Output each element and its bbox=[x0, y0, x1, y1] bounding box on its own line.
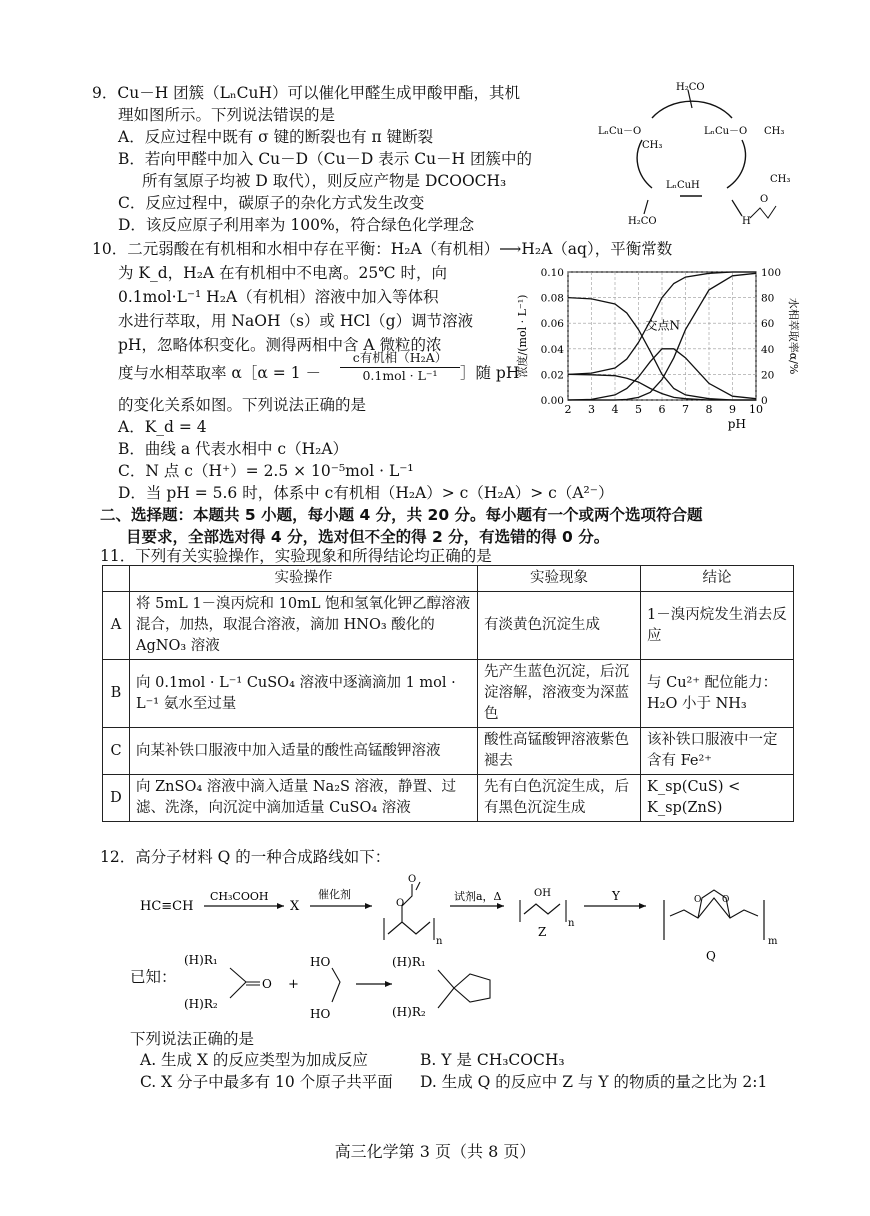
q12-option-a: A. 生成 X 的反应类型为加成反应 bbox=[140, 1051, 368, 1069]
chart-y-label-right: 水相萃取率α/% bbox=[787, 297, 800, 375]
q10-stem-6b: ］随 pH bbox=[460, 364, 520, 382]
fraction-numerator: c有机相（H₂A） bbox=[340, 350, 460, 368]
known-r2-product: (H)R₂ bbox=[392, 1005, 426, 1019]
row-conclusion: 与 Cu²⁺ 配位能力：H₂O 小于 NH₃ bbox=[641, 660, 794, 728]
q10-stem-2: 为 K_d，H₂A 在有机相中不电离。25℃ 时，向 bbox=[118, 264, 448, 282]
cycle-h2co-bottom: H₂CO bbox=[628, 216, 657, 227]
cycle-h2co-top: H₂CO bbox=[676, 82, 705, 93]
table-row bbox=[103, 728, 794, 775]
table-row bbox=[103, 775, 794, 822]
route-start: HC≡CH bbox=[140, 899, 194, 914]
svg-text:O: O bbox=[694, 895, 702, 905]
svg-text:n: n bbox=[568, 918, 575, 929]
chart-x-tick-label: 2 bbox=[564, 403, 572, 416]
chart-y-tick-label-left: 0.00 bbox=[540, 395, 564, 407]
route-reagent-2: 催化剂 bbox=[318, 888, 351, 901]
row-conclusion: 该补铁口服液中一定含有 Fe²⁺ bbox=[641, 728, 794, 775]
table-row bbox=[103, 592, 794, 660]
row-option: B bbox=[103, 660, 130, 728]
known-plus: + bbox=[288, 977, 299, 992]
known-r1-product: (H)R₁ bbox=[392, 955, 426, 969]
route-x: X bbox=[290, 899, 300, 914]
known-r1: (H)R₁ bbox=[184, 953, 218, 967]
svg-text:O: O bbox=[262, 977, 272, 991]
q9-option-a: A．反应过程中既有 σ 键的断裂也有 π 键断裂 bbox=[118, 128, 434, 146]
route-oh: OH bbox=[534, 888, 551, 899]
q12-option-d: D. 生成 Q 的反应中 Z 与 Y 的物质的量之比为 2:1 bbox=[420, 1073, 768, 1091]
route-q: Q bbox=[706, 949, 716, 963]
page-footer: 高三化学第 3 页（共 8 页） bbox=[334, 1142, 536, 1161]
alpha-fraction bbox=[340, 350, 460, 385]
section-2-heading: 二、选择题：本题共 5 小题，每小题 4 分，共 20 分。每小题有一个或两个选项符合题 bbox=[100, 506, 703, 524]
chart-y-label-left: 浓度/(mol · L⁻¹) bbox=[516, 294, 529, 378]
q12-stem: 12．高分子材料 Q 的一种合成路线如下： bbox=[100, 848, 391, 866]
cycle-lncuh: LₙCuH bbox=[666, 180, 700, 191]
route-n-1: n bbox=[436, 936, 443, 947]
q10-option-d: D．当 pH = 5.6 时，体系中 c有机相（H₂A）> c（H₂A）> c（A²⁻） bbox=[118, 484, 614, 502]
q9-stem-2: 理如图所示。下列说法错误的是 bbox=[118, 106, 336, 124]
route-reagent-3: 试剂a，Δ bbox=[454, 890, 502, 903]
q10-stem-3: 0.1mol·L⁻¹ H₂A（有机相）溶液中加入等体积 bbox=[118, 288, 439, 306]
table-header-phenomenon: 实验现象 bbox=[478, 566, 641, 592]
route-m: m bbox=[768, 936, 778, 947]
fraction-denominator: 0.1mol · L⁻¹ bbox=[362, 367, 438, 383]
cycle-ch3-left: CH₃ bbox=[642, 140, 663, 151]
chart-y-tick-label-right: 60 bbox=[761, 318, 775, 331]
table-row bbox=[103, 660, 794, 728]
q10-option-c: C．N 点 c（H⁺）= 2.5 × 10⁻⁵mol · L⁻¹ bbox=[118, 462, 414, 480]
route-z: Z bbox=[538, 925, 547, 939]
ester-h: H bbox=[742, 216, 751, 227]
table-header-row bbox=[103, 566, 794, 592]
known-label: 已知： bbox=[130, 968, 177, 986]
row-operation: 向某补铁口服液中加入适量的酸性高锰酸钾溶液 bbox=[130, 728, 478, 775]
row-operation: 向 0.1mol · L⁻¹ CuSO₄ 溶液中逐滴滴加 1 mol · L⁻¹ 氨水至过量 bbox=[130, 660, 478, 728]
q9-option-b: B．若向甲醛中加入 Cu－D（Cu－D 表示 Cu－H 团簇中的 bbox=[118, 150, 532, 168]
q10-stem-5: pH，忽略体积变化。测得两相中含 A 微粒的浓 bbox=[118, 336, 442, 354]
table-header-conclusion: 结论 bbox=[641, 566, 794, 592]
row-phenomenon: 先有白色沉淀生成，后有黑色沉淀生成 bbox=[478, 775, 641, 822]
row-operation: 将 5mL 1－溴丙烷和 10mL 饱和氢氧化钾乙醇溶液混合，加热，取混合溶液，滴加 HNO₃ 酸化的 AgNO₃ 溶液 bbox=[130, 592, 478, 660]
chart-x-tick-label: 4 bbox=[611, 403, 619, 416]
q11-stem: 11．下列有关实验操作，实验现象和所得结论均正确的是 bbox=[100, 547, 492, 565]
q9-option-c: C．反应过程中，碳原子的杂化方式发生改变 bbox=[118, 194, 425, 212]
row-option: C bbox=[103, 728, 130, 775]
row-option: A bbox=[103, 592, 130, 660]
known-r2: (H)R₂ bbox=[184, 997, 218, 1011]
chart-x-label: pH bbox=[727, 417, 746, 431]
chart-y-tick-label-left: 0.08 bbox=[540, 292, 564, 305]
svg-text:O: O bbox=[408, 874, 417, 885]
chart-y-tick-label-right: 100 bbox=[761, 267, 782, 279]
q10-chart bbox=[512, 260, 802, 440]
chart-y-tick-label-left: 0.04 bbox=[540, 343, 564, 356]
row-operation: 向 ZnSO₄ 溶液中滴入适量 Na₂S 溶液，静置、过滤、洗涤，向沉淀中滴加适量 CuSO₄ 溶液 bbox=[130, 775, 478, 822]
q10-stem-7: 的变化关系如图。下列说法正确的是 bbox=[118, 396, 367, 414]
chart-frame bbox=[568, 272, 756, 400]
q12-option-c: C. X 分子中最多有 10 个原子共平面 bbox=[140, 1073, 393, 1091]
chart-y-tick-label-right: 0 bbox=[761, 395, 768, 407]
cycle-lncu-o-right: LₙCu－O bbox=[704, 126, 748, 137]
q9-option-b-2: 所有氢原子均被 D 取代），则反应产物是 DCOOCH₃ bbox=[142, 172, 507, 190]
q10-stem-4: 水进行萃取，用 NaOH（s）或 HCl（g）调节溶液 bbox=[118, 312, 474, 330]
cycle-ch3-right: CH₃ bbox=[764, 126, 785, 137]
known-ho-2: HO bbox=[310, 1007, 331, 1021]
svg-text:O: O bbox=[722, 895, 730, 905]
known-ho-1: HO bbox=[310, 955, 331, 969]
row-phenomenon: 先产生蓝色沉淀，后沉淀溶解，溶液变为深蓝色 bbox=[478, 660, 641, 728]
row-option: D bbox=[103, 775, 130, 822]
chart-x-tick-label: 8 bbox=[705, 403, 713, 416]
route-reagent-1: CH₃COOH bbox=[210, 890, 269, 903]
q10-option-b: B．曲线 a 代表水相中 c（H₂A） bbox=[118, 440, 349, 458]
chart-y-tick-label-left: 0.02 bbox=[540, 369, 564, 382]
section-2-heading-2: 目要求，全部选对得 4 分，选对但不全的得 2 分，有选错的得 0 分。 bbox=[126, 528, 610, 546]
chart-y-tick-label-right: 20 bbox=[761, 369, 775, 382]
chart-y-tick-label-left: 0.10 bbox=[540, 267, 564, 279]
q10-stem-1: 10．二元弱酸在有机相和水相中存在平衡：H₂A（有机相）⟶H₂A（aq），平衡常数 bbox=[92, 240, 673, 258]
q9-stem: 9．Cu－H 团簇（LₙCuH）可以催化甲醛生成甲酸甲酯，其机 bbox=[92, 84, 521, 102]
q11-table bbox=[102, 565, 794, 822]
chart-x-tick-label: 5 bbox=[635, 403, 642, 416]
row-conclusion: K_sp(CuS) < K_sp(ZnS) bbox=[641, 775, 794, 822]
row-phenomenon: 酸性高锰酸钾溶液紫色褪去 bbox=[478, 728, 641, 775]
q10-stem-6a: 度与水相萃取率 α［α = 1 － bbox=[118, 364, 321, 382]
chart-x-tick-label: 10 bbox=[749, 403, 763, 416]
chart-y-tick-label-right: 40 bbox=[761, 343, 775, 356]
q10-option-a: A．K_d = 4 bbox=[118, 418, 207, 436]
chart-x-tick-label: 3 bbox=[588, 403, 595, 416]
known-product bbox=[392, 950, 532, 1030]
q9-option-d: D．该反应原子利用率为 100%，符合绿色化学理念 bbox=[118, 216, 475, 234]
table-header-operation: 实验操作 bbox=[130, 566, 478, 592]
row-conclusion: 1－溴丙烷发生消去反应 bbox=[641, 592, 794, 660]
chart-y-tick-label-left: 0.06 bbox=[540, 318, 564, 331]
route-y: Y bbox=[612, 889, 620, 903]
catalytic-cycle-diagram bbox=[592, 78, 792, 228]
row-phenomenon: 有淡黄色沉淀生成 bbox=[478, 592, 641, 660]
cycle-lncu-och3-left: LₙCu－O bbox=[598, 126, 642, 137]
ester-o: O bbox=[760, 194, 769, 205]
chart-x-tick-label: 6 bbox=[658, 403, 666, 416]
chart-annotation-n: 交点N bbox=[645, 318, 681, 333]
q12-option-b: B. Y 是 CH₃COCH₃ bbox=[420, 1051, 565, 1069]
svg-text:O: O bbox=[396, 898, 405, 909]
q12-ask: 下列说法正确的是 bbox=[130, 1030, 255, 1048]
chart-x-tick-label: 9 bbox=[729, 403, 736, 416]
chart-x-tick-label: 7 bbox=[682, 403, 689, 416]
table-header-option bbox=[103, 566, 130, 592]
ester-ch3: CH₃ bbox=[770, 174, 791, 185]
chart-y-tick-label-right: 80 bbox=[761, 292, 775, 305]
